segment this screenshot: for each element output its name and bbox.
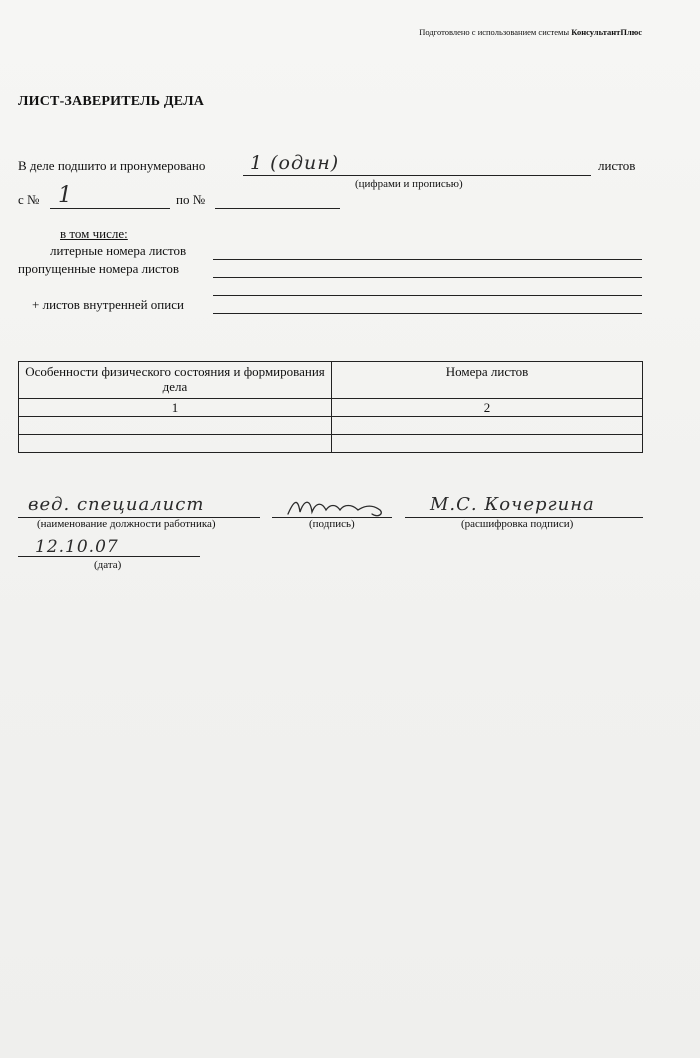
signature-label: (подпись) (309, 518, 355, 530)
table-header-sheet-numbers: Номера листов (332, 362, 643, 399)
letter-numbers-underline (213, 259, 642, 260)
date-underline (18, 556, 200, 557)
table-row (19, 417, 643, 435)
count-label: В деле подшито и пронумеровано (18, 158, 206, 173)
position-label: (наименование должности работника) (37, 518, 216, 530)
range-from-value: 1 (58, 183, 73, 208)
letter-numbers-label: литерные номера листов (50, 243, 187, 258)
missed-numbers-underline (213, 277, 642, 278)
decode-handwritten-value: М.С. Кочергина (430, 494, 595, 515)
table-index-row (19, 399, 643, 417)
table-cell (332, 435, 643, 453)
table-cell (332, 417, 643, 435)
missed-numbers-label: пропущенные номера листов (18, 261, 179, 276)
decode-label: (расшифровка подписи) (461, 518, 574, 530)
source-note-text: Подготовлено с использованием системы (419, 27, 572, 37)
table-index-2: 2 (332, 399, 643, 417)
count-unit: листов (598, 158, 636, 173)
table-header-row (19, 362, 643, 399)
range-to-underline (215, 208, 340, 209)
date-label: (дата) (94, 559, 122, 571)
source-note (419, 27, 642, 37)
range-to-label: по № (176, 192, 206, 207)
table-cell (19, 417, 332, 435)
table-index-1: 1 (19, 399, 332, 417)
count-handwritten-value: 1 (один) (250, 152, 340, 174)
table-header-features: Особенности физического состояния и формирования дела (19, 362, 332, 399)
date-handwritten-value: 12.10.07 (35, 537, 119, 557)
document-title: ЛИСТ-ЗАВЕРИТЕЛЬ ДЕЛА (18, 94, 205, 109)
inner-inventory-underline (213, 313, 642, 314)
missed-numbers-underline-2 (213, 295, 642, 296)
inner-inventory-label: + листов внутренней описи (32, 297, 184, 312)
count-underline (243, 175, 591, 176)
range-from-label: с № (18, 192, 40, 207)
table-row (19, 435, 643, 453)
source-note-brand: КонсультантПлюс (571, 27, 642, 37)
count-hint: (цифрами и прописью) (355, 178, 463, 190)
physical-state-table (18, 361, 643, 453)
position-handwritten-value: вед. специалист (28, 494, 205, 515)
table-cell (19, 435, 332, 453)
including-label: в том числе: (60, 226, 128, 241)
range-from-underline (50, 208, 170, 209)
